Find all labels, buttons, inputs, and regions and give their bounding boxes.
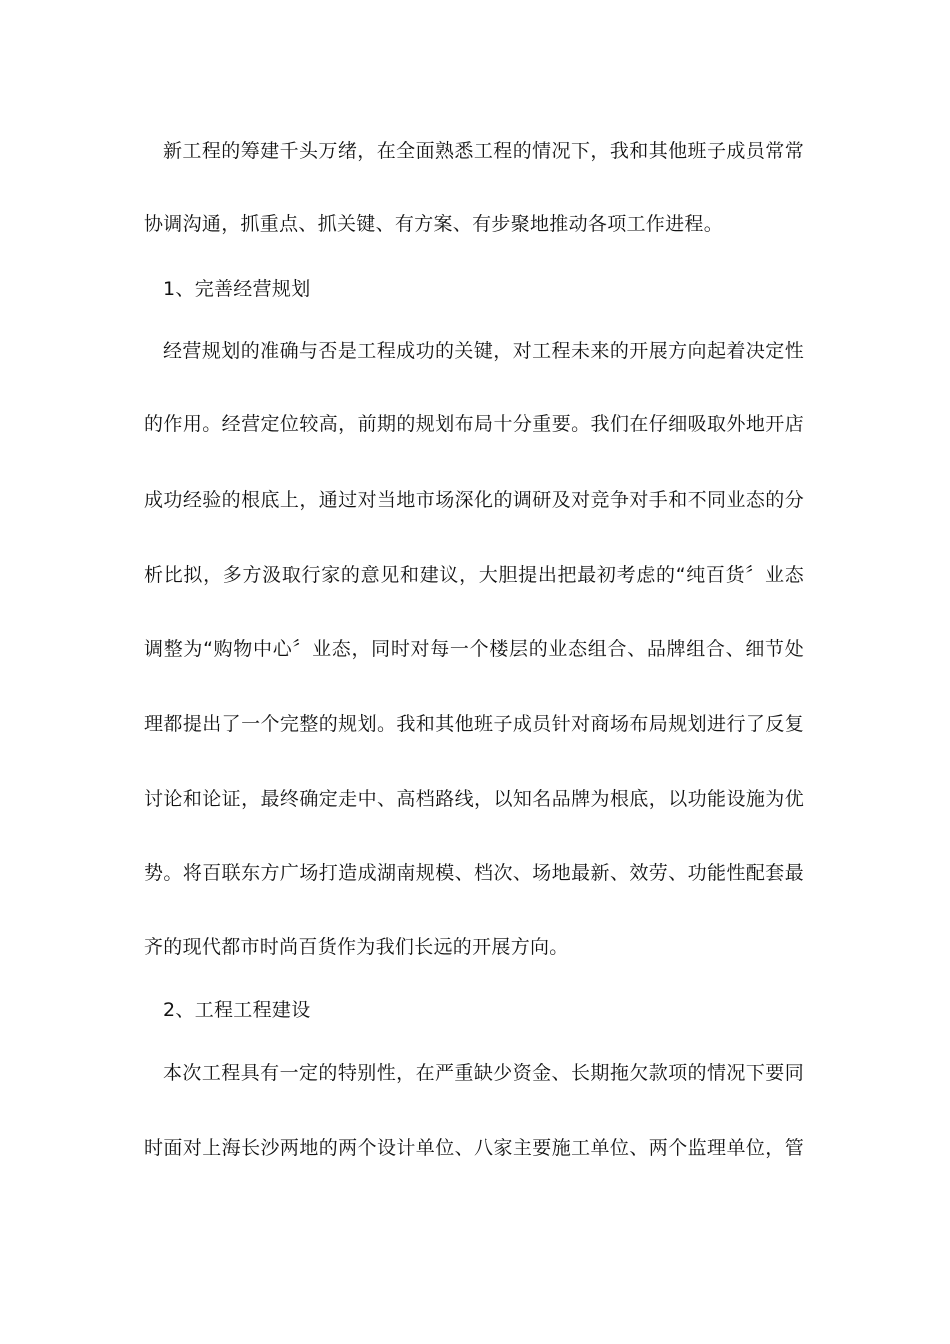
intro-line-1: 新工程的筹建千头万绪，在全面熟悉工程的情况下，我和其他班子成员常常 xyxy=(163,140,804,162)
intro-line-2: 协调沟通，抓重点、抓关键、有方案、有步聚地推动各项工作进程。 xyxy=(144,213,724,235)
section-1-line-2: 的作用。经营定位较高，前期的规划布局十分重要。我们在仔细吸取外地开店 xyxy=(144,413,804,435)
section-1-line-1: 经营规划的准确与否是工程成功的关键，对工程未来的开展方向起着决定性 xyxy=(163,340,804,362)
section-1-line-9: 齐的现代都市时尚百货作为我们长远的开展方向。 xyxy=(144,936,569,958)
section-1-line-7: 讨论和论证，最终确定走中、高档路线，以知名品牌为根底，以功能设施为优 xyxy=(144,788,804,810)
section-1-heading: 1、完善经营规划 xyxy=(163,278,311,300)
section-1-line-6: 理都提出了一个完整的规划。我和其他班子成员针对商场布局规划进行了反复 xyxy=(144,713,804,735)
section-1-line-3: 成功经验的根底上，通过对当地市场深化的调研及对竞争对手和不同业态的分 xyxy=(144,489,804,511)
section-2-line-2: 时面对上海长沙两地的两个设计单位、八家主要施工单位、两个监理单位，管 xyxy=(144,1137,804,1159)
section-2-heading: 2、工程工程建设 xyxy=(163,999,311,1021)
section-2-line-1: 本次工程具有一定的特别性，在严重缺少资金、长期拖欠款项的情况下要同 xyxy=(163,1062,804,1084)
section-1-line-8: 势。将百联东方广场打造成湖南规模、档次、场地最新、效劳、功能性配套最 xyxy=(144,862,804,884)
section-1-line-5: 调整为“购物中心〞业态，同时对每一个楼层的业态组合、品牌组合、细节处 xyxy=(144,638,804,660)
section-1-line-4: 析比拟，多方汲取行家的意见和建议，大胆提出把最初考虑的“纯百货〞业态 xyxy=(144,564,804,586)
